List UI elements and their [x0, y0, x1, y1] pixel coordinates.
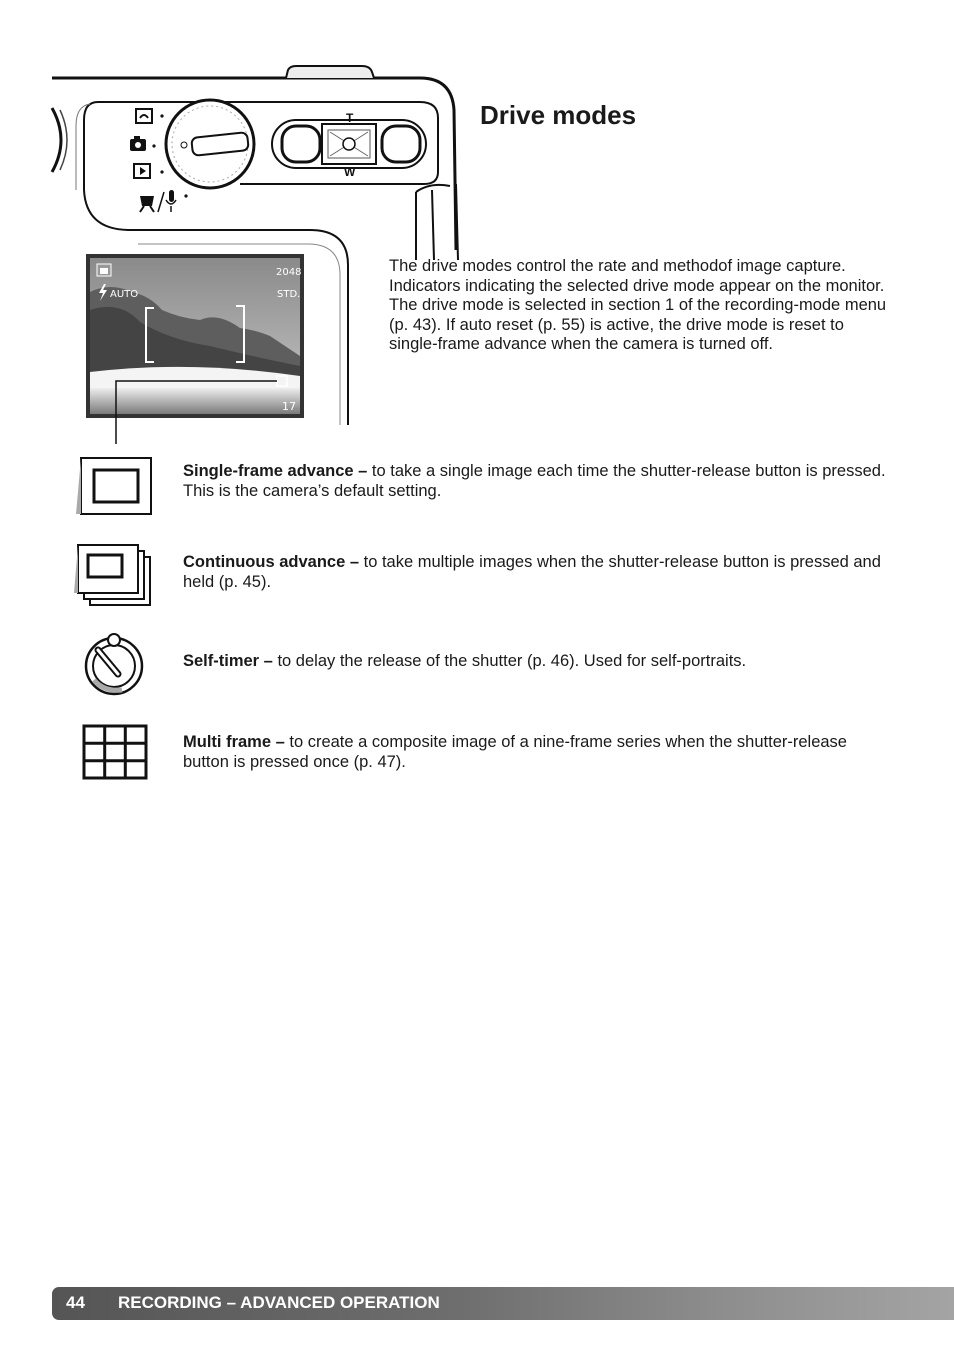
mode-single-frame — [183, 462, 888, 501]
lcd-monitor — [86, 254, 304, 444]
mode-name: Single-frame advance – — [183, 462, 368, 480]
zoom-tele-label: T — [346, 111, 354, 125]
self-timer-icon — [74, 630, 158, 700]
mode-self-timer — [183, 652, 888, 672]
multi-frame-icon — [74, 720, 158, 784]
monitor-flash-mode: AUTO — [110, 289, 139, 300]
monitor-frame-counter: 17 — [282, 400, 296, 413]
page-title: Drive modes — [480, 100, 637, 130]
mode-description: to take a single image each time the shutter-release button is pressed. This is the camera’s default setting. — [183, 462, 886, 500]
footer-bar — [52, 1287, 954, 1320]
section-title: RECORDING – ADVANCED OPERATION — [118, 1293, 440, 1312]
page-number: 44 — [66, 1293, 85, 1312]
monitor-quality: STD. — [277, 289, 301, 300]
zoom-wide-label: W — [344, 165, 356, 179]
monitor-resolution: 2048 — [276, 267, 302, 278]
mode-name: Continuous advance – — [183, 553, 360, 571]
mode-description: to take multiple images when the shutter-release button is pressed and held (p. 45). — [183, 553, 881, 591]
camera-back-illustration — [40, 60, 470, 450]
mode-name: Self-timer – — [183, 652, 273, 670]
single-frame-icon — [74, 452, 158, 520]
intro-paragraph: The drive modes control the rate and methodof image capture. Indicators indicating the selected drive mode appear on the monitor. The drive mode is selected in section 1 of the recording-mode menu (p. 43). If auto reset (p. 55) is active, the drive mode is reset to single-frame advance when the camera is turned off. — [389, 257, 887, 353]
mode-description: to create a composite image of a nine-frame series when the shutter-release button is pressed once (p. 47). — [183, 733, 847, 771]
mode-multi-frame — [183, 733, 888, 772]
continuous-advance-icon — [74, 541, 158, 609]
mode-name: Multi frame – — [183, 733, 285, 751]
mode-continuous-advance — [183, 553, 888, 592]
mode-description: to delay the release of the shutter (p. 46). Used for self-portraits. — [272, 652, 747, 670]
